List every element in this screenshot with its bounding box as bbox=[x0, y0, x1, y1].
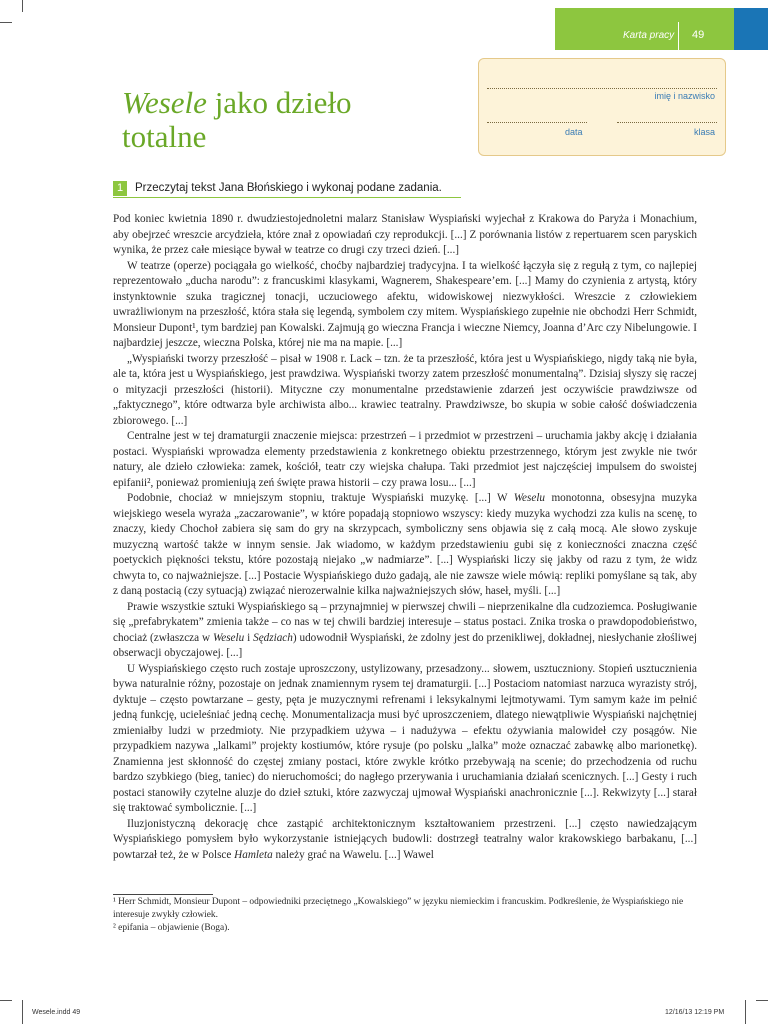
paragraph: Centralne jest w tej dramaturgii znaczenie miejsca: przestrzeń – i przedmiot w przestrzeni – uruchamia jakby akcję i działania postaci. Wyspiański wprowadza elementy przedstawienia z konkretnego obiektu przestrzennego, którym jest zwykle nie twór natury, ale dzieło człowieka: zamek, kościół, teatr czy wiejska chałupa. Taki przedmiot jest najczęściej impulsem do swoistej epifanii², ponieważ promieniują zeń święte prawa historii – czy prawa losu... [...] bbox=[113, 430, 697, 489]
print-datetime: 12/16/13 12:19 PM bbox=[665, 1009, 725, 1016]
paragraph: Pod koniec kwietnia 1890 r. dwudziestojednoletni malarz Stanisław Wyspiański wyjechał z Krakowa do Paryża i Monachium, aby obejrzeć wreszcie arcydzieła, które znał z opowiadań czy reprodukcji. [...] Z porównania listów z repertuarem scen paryskich wynika, że przez całe miesiące bywał w teatrze co drugi czy trzeci dzień. [...] bbox=[113, 213, 697, 256]
paragraph: „Wyspiański tworzy przeszłość – pisał w 1908 r. Lack – tzn. że ta przeszłość, która jest u Wyspiańskiego, nigdy taką nie była, ale ta, która jest u Wyspiańskiego, jest prawdziwa. Wyspiański tworzy zatem przeszłość monumentalną”. Dzisiaj słyszy się raczej o mityzacji przeszłości (historii). Mityczne czy monumentalne przedstawienie zdarzeń jest oczywiście prawdziwsze od „faktycznego”, które odtwarza byle archiwista albo... krawiec teatralny. Prawdziwsze, bo skupia w sobie całość doświadczenia zbiorowego. [...] bbox=[113, 352, 697, 427]
crop-mark bbox=[22, 0, 23, 12]
task-instruction: Przeczytaj tekst Jana Błońskiego i wykonaj podane zadania. bbox=[135, 182, 442, 194]
title-rest: jako dzieło bbox=[206, 85, 352, 120]
file-slug: Wesele.indd 49 bbox=[32, 1009, 81, 1016]
text-run: należy grać na Wawelu. [...] Wawel bbox=[272, 848, 434, 861]
work-title: Weselu bbox=[212, 631, 245, 644]
crop-mark bbox=[0, 1000, 12, 1001]
page-number: 49 bbox=[692, 29, 705, 41]
work-title: Sędziach bbox=[253, 631, 293, 644]
task-underline bbox=[113, 197, 461, 198]
work-title: Hamleta bbox=[234, 848, 273, 861]
footnote-rule bbox=[113, 894, 213, 895]
name-field-line[interactable] bbox=[487, 87, 717, 89]
work-title: Weselu bbox=[513, 492, 546, 504]
paragraph: W teatrze (operze) pociągała go wielkość, choćby najbardziej tradycyjna. I ta wielkość łączyła się z regułą z tym, co najlepiej reprezentowało „ducha narodu”: z francuskimi klasykami, Wagnerem, Shakespeare’em. [...] Mamy do czynienia z artystą, który instynktownie szuka tragicznej tonacji, uczuciowego afektu, widowiskowej niezwykłości. Wreszcie z człowiekiem uwrażliwionym na przeszłość, która stała się legendą, symbolem czy mitem. Wyspiańskiego zupełnie nie obchodzi Herr Schmidt, Monsieur Dupont¹, tym bardziej pan Kowalski. Zajmują go wieczna Francja i wieczne Niemcy, Joanna d’Arc czy Nibelungowie. I najbardziej jeszcze, wieczna Polska, której nie ma na mapie. [...] bbox=[113, 259, 697, 349]
footnote: ¹ Herr Schmidt, Monsieur Dupont – odpowiedniki przeciętnego „Kowalskiego” w języku niemieckim i francuskim. Podkreślenie, że Wyspiańskiego nie interesuje zwykły człowiek. bbox=[113, 897, 684, 920]
name-label: imię i nazwisko bbox=[654, 91, 715, 101]
date-label: data bbox=[565, 127, 583, 137]
title-italic: Wesele bbox=[122, 85, 207, 120]
text-run: i bbox=[244, 631, 254, 644]
text-run: Prawie wszystkie sztuki Wyspiańskiego są – przynajmniej w pierwszej chwili – nieprzenikalne dla cudzoziemca. Posługiwanie się „prefabrykatem” zmienia także – co nas w tej chwili bardziej interesuje – status postaci. Znika troska o prawdopodobieństwo, chociaż (zwłaszcza w bbox=[113, 600, 697, 644]
crop-mark bbox=[22, 1000, 23, 1024]
student-info-box bbox=[478, 58, 726, 156]
class-field-line[interactable] bbox=[617, 121, 717, 123]
title-line2: totalne bbox=[122, 119, 207, 154]
paragraph bbox=[113, 600, 697, 662]
crop-mark bbox=[0, 22, 12, 23]
crop-mark bbox=[756, 1000, 768, 1001]
crop-mark bbox=[745, 1000, 746, 1024]
header-blue-tab bbox=[734, 8, 768, 50]
text-run: monotonna, obsesyjna muzyka wiejskiego wesela wyraża „zaczarowanie”, w które popadają stopniowo wszyscy: kiedy muzyka wychodzi zza kulis na scenę, to znaczy, kiedy Chochoł zabiera się sam do gry na skrzypcach, symboliczny sens objawia się z całą mocą. Ale słowo zyskuje muzyczną wartość także w innym sensie. Jak wiadomo, w każdym przedstawieniu gubi się z konieczności znaczna część poetyckich piękności tekstu, które pozostają niejako „w nadmiarze”. [...] Wyspiański liczy się jakby od razu z tym, że widz chwyta to, co najważniejsze. [...] Postacie Wyspiańskiego dużo gadają, ale nie zawsze wiele mówią: repliki pomyślane są tak, aby z daną postacią (czy sytuacją) związać nierozerwalnie kilka najważniejszych słów, haseł, myśli. [...] bbox=[113, 492, 697, 597]
section-label: Karta pracy bbox=[623, 30, 675, 41]
text-run: ) udowodnił Wyspiański, że zdolny jest do przenikliwej, dokładnej, niesłychanie złośliwej obserwacji obyczajowej. [...] bbox=[113, 631, 698, 659]
date-field-line[interactable] bbox=[487, 121, 587, 123]
paragraph bbox=[113, 817, 697, 864]
header-separator bbox=[678, 22, 679, 50]
page-title bbox=[122, 86, 352, 154]
text-run: Podobnie, chociaż w mniejszym stopniu, traktuje Wyspiański muzykę. [...] W bbox=[127, 492, 514, 504]
footnotes bbox=[113, 896, 697, 935]
footnote: ² epifania – objawienie (Boga). bbox=[113, 923, 230, 933]
text-run: Iluzjonistyczną dekorację chce zastąpić architektonicznym kształtowaniem przestrzeni. [...] często nawiedzającym Wyspiańskiego pomysłem było wykorzystanie istniejących budowli: dostrzegł teatralny walor krakowskiego barbakanu, [...] powtarzał też, że w Polsce bbox=[113, 817, 697, 861]
article-text bbox=[113, 212, 697, 863]
paragraph bbox=[113, 491, 697, 600]
task-number-badge: 1 bbox=[113, 181, 127, 196]
paragraph: U Wyspiańskiego często ruch zostaje uproszczony, ustylizowany, przesadzony... słowem, usztuczniony. Stopień usztucznienia bywa naturalnie różny, pozostaje on jednak znamiennym rysem tej dramaturgii. [...] Postaciom natomiast narzuca wyrazisty strój, dyktuje – często powtarzane – gesty, pęta je muzycznymi refrenami i leksykalnymi lejtmotywami. Tym samym każe im pełnić jedną funkcję, ucieleśniać jedną cechę. Monumentalizacja musi być uproszczeniem, dlatego niewątpliwie Wyspiański najchętniej zmieniałby ludzi w przedmioty. Nie przypadkiem używa – i nadużywa – efektu ożywiania malowideł czy posągów. Nie przypadkiem nazywa „lalkami” projekty kostiumów, które rysuje (po polsku „lalka” może oznaczać zabawkę albo marionetkę). Znamienna jest skłonność do częstej zmiany postaci, które zwykle krótko przebywają na scenie; do przechodzenia od ruchu bardzo szybkiego (bieg, taniec) do nieruchomości; do nagłego przerywania i uruchamiania działań scenicznych. [...] Gesty i ruch postaci stanowiły czytelne aluzje do dzieł sztuki, które zazwyczaj ujmował Wyspiański anachronicznie [...]. Rekwizyty [...] starał się traktować symbolicznie. [...] bbox=[113, 662, 697, 814]
class-label: klasa bbox=[693, 127, 715, 137]
